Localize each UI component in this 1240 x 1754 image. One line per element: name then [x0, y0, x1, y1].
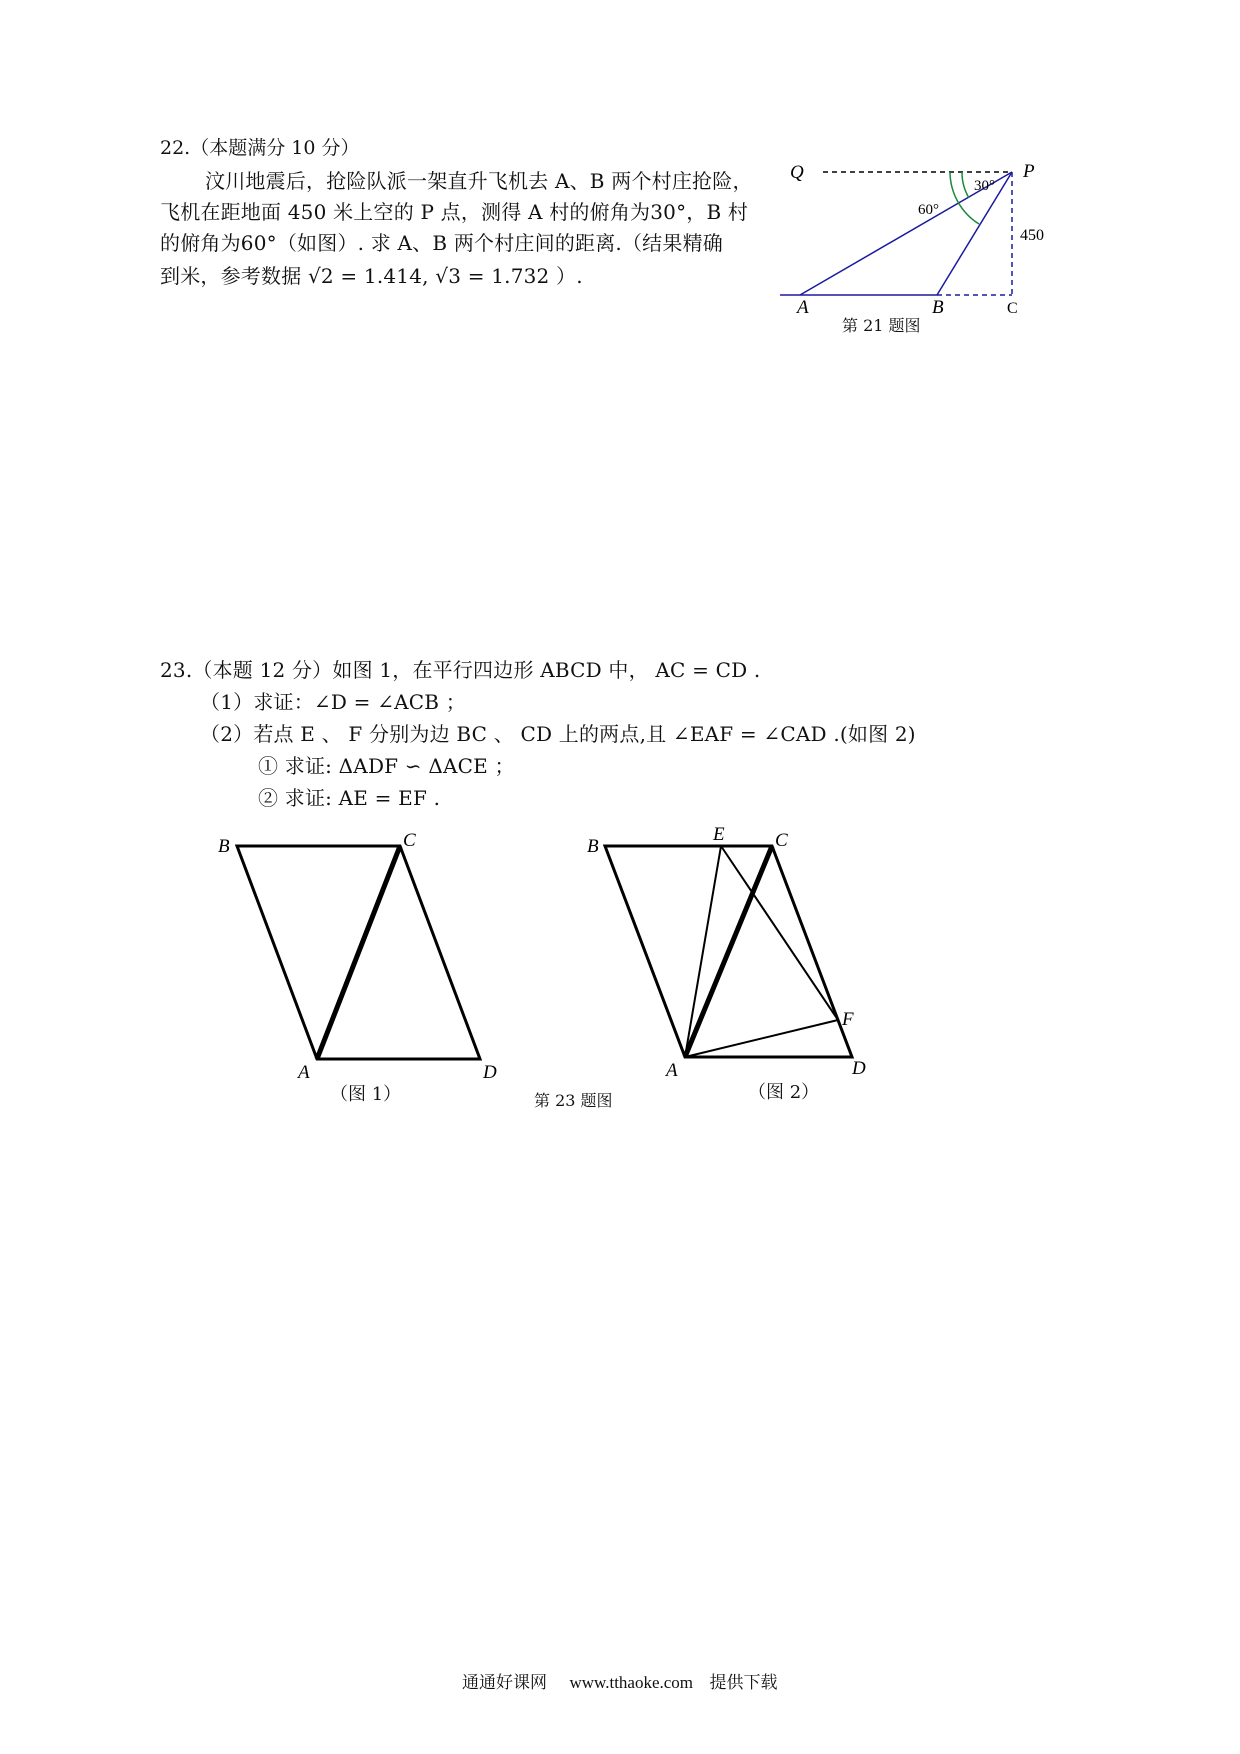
footer-url[interactable]: www.tthaoke.com	[569, 1673, 694, 1692]
height-label: 450	[1020, 227, 1044, 244]
q23-figure-1	[200, 820, 520, 1100]
q23-sub1: ① 求证: ΔADF ∽ ΔACE ；	[258, 754, 515, 778]
q23-part1: （1）求证：∠D = ∠ACB ；	[200, 690, 466, 714]
fig2-label-a: A	[666, 1060, 678, 1081]
angle-30-label: 30°	[974, 178, 995, 194]
label-a: A	[797, 297, 809, 318]
fig2-label-b: B	[587, 836, 599, 857]
q23-heading: 23.（本题 12 分）如图 1，在平行四边形 ABCD 中， AC = CD .	[160, 658, 761, 682]
label-q: Q	[790, 162, 804, 183]
segment-af	[685, 1020, 838, 1057]
diagonal-ac	[317, 846, 400, 1059]
fig2-label-c: C	[775, 830, 788, 851]
label-p: P	[1023, 161, 1035, 182]
q22-figure	[780, 150, 1060, 340]
q22-heading: 22.（本题满分 10 分）	[160, 137, 360, 159]
segment-ae	[685, 846, 721, 1057]
q23-figure-caption: 第 23 题图	[534, 1091, 613, 1110]
q23-part2: （2）若点 E 、 F 分别为边 BC 、 CD 上的两点,且 ∠EAF = ∠CAD .(如图 2)	[200, 722, 916, 746]
label-c: C	[1007, 300, 1018, 317]
fig1-label-c: C	[403, 830, 416, 851]
q23-figure2-caption: （图 2）	[748, 1082, 820, 1103]
q22-line-2: 飞机在距地面 450 米上空的 P 点，测得 A 村的俯角为30°，B 村	[160, 200, 749, 224]
fig1-label-b: B	[218, 836, 230, 857]
footer-site-name: 通通好课网	[462, 1673, 547, 1692]
q22-line-3: 的俯角为60°（如图）. 求 A、B 两个村庄间的距离.（结果精确	[160, 231, 723, 255]
fig1-label-d: D	[483, 1062, 497, 1083]
footer-suffix: 提供下载	[709, 1673, 778, 1692]
q22-figure-caption: 第 21 题图	[842, 316, 921, 335]
q23-sub2: ② 求证: AE = EF .	[258, 786, 441, 810]
diagonal-ac-2	[685, 846, 772, 1057]
q23-figure1-caption: （图 1）	[330, 1084, 402, 1105]
angle-60-label: 60°	[918, 202, 939, 218]
footer	[462, 1668, 778, 1693]
q22-line-1: 汶川地震后，抢险队派一架直升飞机去 A、B 两个村庄抢险，	[205, 169, 753, 193]
arc-30	[962, 172, 969, 198]
fig2-label-f: F	[842, 1009, 854, 1030]
label-b: B	[932, 297, 944, 318]
fig1-label-a: A	[298, 1062, 310, 1083]
fig2-label-d: D	[852, 1058, 866, 1079]
q23-figure-2	[580, 820, 880, 1100]
q22-line-4: 到米，参考数据 √2 = 1.414, √3 = 1.732 ）.	[160, 264, 583, 288]
fig2-label-e: E	[713, 824, 725, 845]
